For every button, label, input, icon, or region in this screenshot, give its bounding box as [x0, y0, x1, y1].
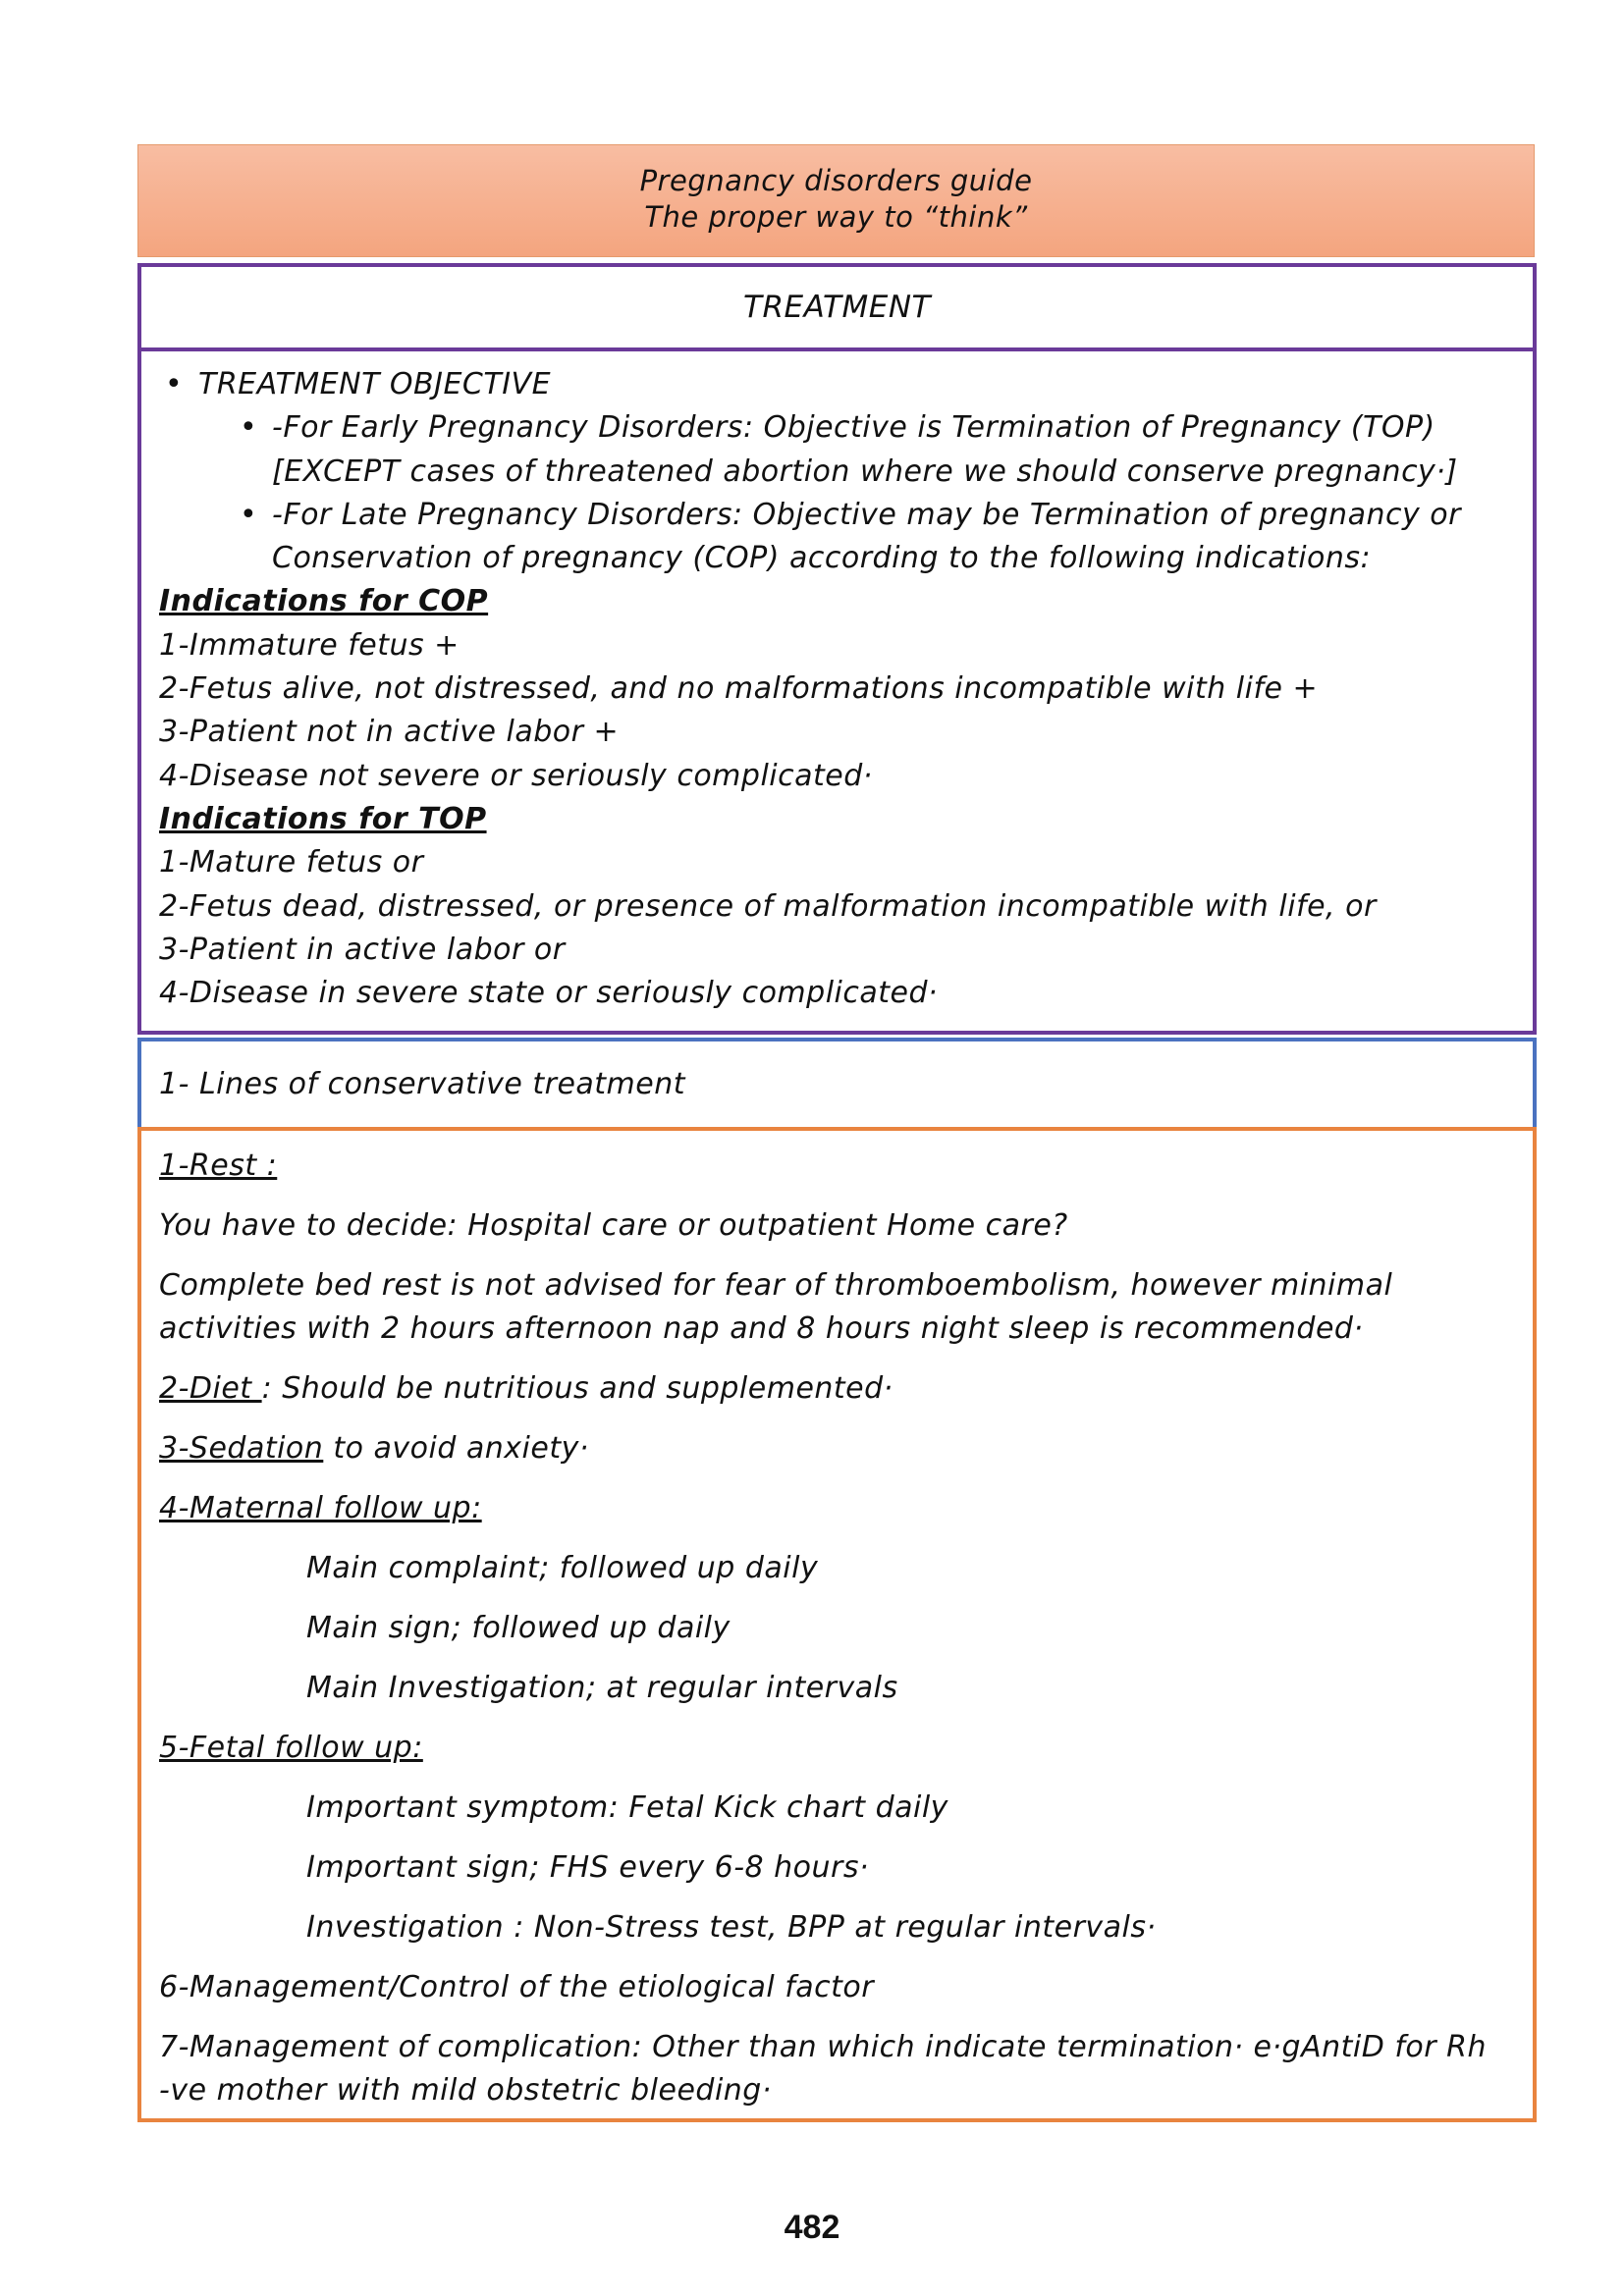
fetal-item: Important symptom: Fetal Kick chart daily — [306, 1790, 948, 1825]
treatment-title: TREATMENT — [141, 267, 1533, 351]
cop-item: 4-Disease not severe or seriously complicated· — [159, 758, 873, 793]
diet-heading: 2-Diet — [159, 1371, 262, 1406]
objective-heading: • TREATMENT OBJECTIVE — [159, 363, 1533, 406]
top-item: 2-Fetus dead, distressed, or presence of malformation incompatible with life, or — [159, 888, 1377, 924]
objective-item: • -For Late Pregnancy Disorders: Objective may be Termination of pregnancy or Conservation of pregnancy (COP) according to the following indications: — [159, 494, 1533, 581]
rest-detail: Complete bed rest is not advised for fear of thromboembolism, however minimal activities with 2 hours afternoon nap and 8 hours night sleep is recommended· — [159, 1268, 1393, 1346]
header-subtitle: The proper way to “think” — [644, 200, 1028, 234]
maternal-item: Main complaint; followed up daily — [306, 1551, 819, 1585]
top-heading: Indications for TOP — [159, 801, 487, 836]
objective-item: • -For Early Pregnancy Disorders: Objective is Termination of Pregnancy (TOP) [EXCEPT cases of threatened abortion where we should conserve pregnancy·] — [159, 406, 1533, 494]
sedation-text: to avoid anxiety· — [323, 1431, 589, 1466]
fetal-item: Important sign; FHS every 6-8 hours· — [306, 1850, 870, 1885]
page-number: 482 — [784, 2209, 840, 2246]
conservative-title: 1- Lines of conservative treatment — [159, 1067, 686, 1101]
rest-question: You have to decide: Hospital care or outpatient Home care? — [159, 1208, 1068, 1243]
conservative-lines-box — [137, 1127, 1537, 2122]
top-item: 3-Patient in active labor or — [159, 932, 566, 967]
maternal-item: Main sign; followed up daily — [306, 1611, 731, 1645]
cop-heading: Indications for COP — [159, 584, 489, 619]
etiology-item: 6-Management/Control of the etiological factor — [159, 1970, 875, 2004]
header-title: Pregnancy disorders guide — [639, 164, 1033, 197]
sedation-heading: 3-Sedation — [159, 1431, 324, 1466]
treatment-body — [141, 351, 1533, 1015]
conservative-title-box — [137, 1038, 1537, 1128]
maternal-heading: 4-Maternal follow up: — [159, 1491, 482, 1525]
cop-item: 1-Immature fetus + — [159, 627, 460, 663]
top-item: 1-Mature fetus or — [159, 845, 424, 881]
cop-item: 3-Patient not in active labor + — [159, 715, 620, 750]
complication-item: 7-Management of complication: Other than which indicate termination· e·gAntiD for Rh -ve mother with mild obstetric bleeding· — [159, 2030, 1488, 2108]
page-header — [137, 144, 1535, 257]
top-item: 4-Disease in severe state or seriously complicated· — [159, 976, 939, 1011]
maternal-item: Main Investigation; at regular intervals — [306, 1671, 898, 1705]
cop-item: 2-Fetus alive, not distressed, and no malformations incompatible with life + — [159, 671, 1319, 707]
diet-text: : Should be nutritious and supplemented· — [261, 1371, 893, 1406]
rest-heading: 1-Rest : — [159, 1148, 278, 1183]
treatment-box — [137, 263, 1537, 1035]
fetal-item: Investigation : Non-Stress test, BPP at regular intervals· — [306, 1910, 1157, 1945]
fetal-heading: 5-Fetal follow up: — [159, 1731, 423, 1765]
